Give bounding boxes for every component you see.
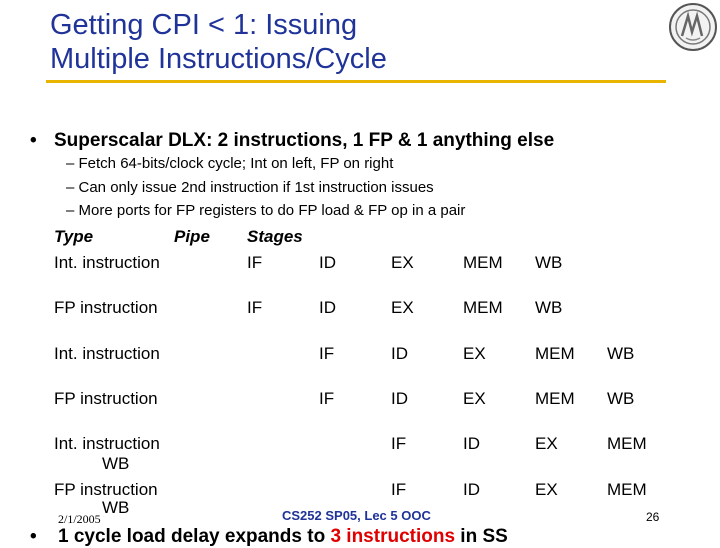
stage-cell: MEM [607, 434, 647, 453]
stage-cell: EX [535, 434, 558, 453]
stage-cell: IF [319, 389, 335, 408]
title-underline [46, 80, 666, 83]
bullet-symbol: • [30, 130, 37, 151]
bottom-bullet-highlight: 3 instructions [330, 526, 456, 547]
stage-cell: ID [319, 298, 336, 317]
bottom-bullet [30, 526, 508, 548]
stage-cell: MEM [535, 389, 575, 408]
stage-cell: MEM [463, 298, 503, 317]
row-type: Int. instruction [54, 253, 160, 272]
main-bullet-text: Superscalar DLX: 2 instructions, 1 FP & 1 anything else [54, 130, 555, 151]
subpoint: – Fetch 64-bits/clock cycle; Int on left, FP on right [66, 155, 394, 172]
row-type: FP instruction [54, 389, 158, 408]
main-bullet [30, 130, 554, 152]
header-type: Type [54, 227, 94, 246]
row-type: Int. instruction [54, 344, 160, 363]
page-number: 26 [646, 510, 660, 524]
bullet-symbol: • [30, 526, 37, 547]
header-pipe: Pipe [174, 227, 210, 246]
footer-date: 2/1/2005 [58, 512, 101, 526]
slide-title [50, 8, 387, 76]
bottom-bullet-post: in SS [455, 526, 508, 547]
stage-cell: ID [319, 253, 336, 272]
stage-cell: ID [463, 434, 480, 453]
stage-cell: IF [391, 434, 407, 453]
wrapped-stage-cell: WB [102, 454, 130, 473]
subpoint: – Can only issue 2nd instruction if 1st instruction issues [66, 179, 434, 196]
stage-cell: MEM [463, 253, 503, 272]
university-seal-logo [668, 2, 718, 52]
stage-cell: IF [247, 298, 263, 317]
stage-cell: EX [391, 253, 414, 272]
stage-cell: WB [535, 298, 563, 317]
footer-course: CS252 SP05, Lec 5 OOC [282, 508, 431, 523]
wrapped-stage-cell: WB [102, 498, 130, 517]
stage-cell: EX [463, 344, 486, 363]
stage-cell: ID [391, 389, 408, 408]
row-type: FP instruction [54, 480, 158, 499]
title-line-1: Getting CPI < 1: Issuing [50, 9, 358, 41]
stage-cell: EX [535, 480, 558, 499]
row-type: FP instruction [54, 298, 158, 317]
stage-cell: WB [607, 389, 635, 408]
bottom-bullet-pre: 1 cycle load delay expands to [58, 526, 331, 547]
row-type: Int. instruction [54, 434, 160, 453]
stage-cell: MEM [535, 344, 575, 363]
stage-cell: IF [391, 480, 407, 499]
stage-cell: EX [391, 298, 414, 317]
stage-cell: IF [247, 253, 263, 272]
stage-cell: WB [535, 253, 563, 272]
stage-cell: ID [463, 480, 480, 499]
stage-cell: IF [319, 344, 335, 363]
stage-cell: MEM [607, 480, 647, 499]
subpoint: – More ports for FP registers to do FP load & FP op in a pair [66, 202, 466, 219]
stage-cell: EX [463, 389, 486, 408]
title-line-2: Multiple Instructions/Cycle [50, 43, 387, 75]
header-stages: Stages [247, 227, 303, 246]
stage-cell: ID [391, 344, 408, 363]
stage-cell: WB [607, 344, 635, 363]
